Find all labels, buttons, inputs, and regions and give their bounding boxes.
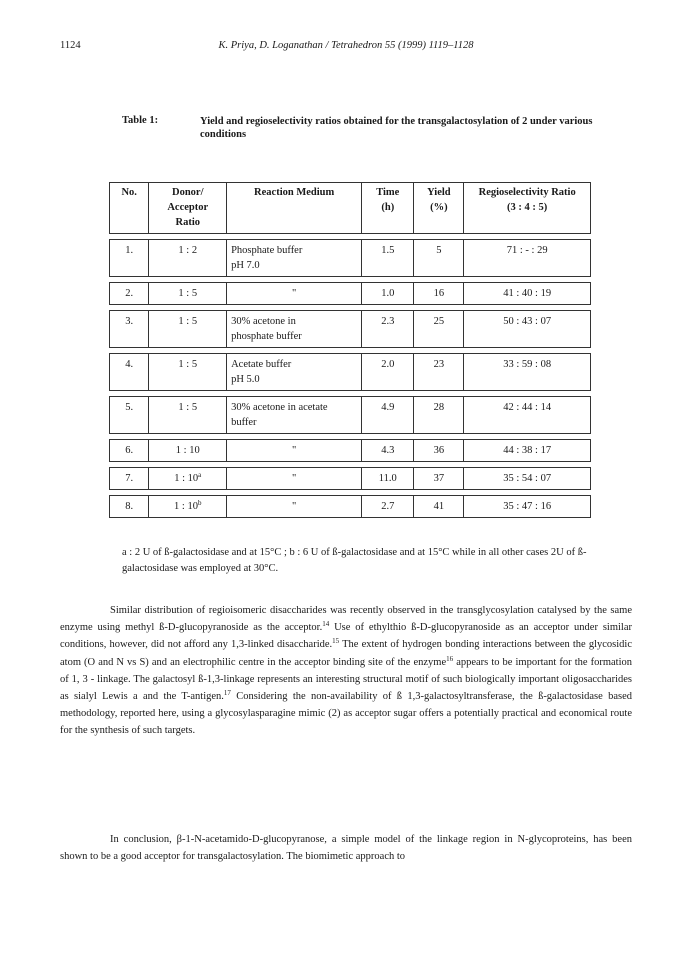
header-ratio-line3: Ratio xyxy=(175,217,200,228)
paragraph-text: In conclusion, β-1-N-acetamido-D-glucopyranose, a simple model of the linkage region in N-glycoproteins, has been shown to be a good acceptor for transgalactosylation. The biomimetic approach to xyxy=(60,834,632,863)
cell-medium-line1: Phosphate buffer xyxy=(231,245,303,256)
header-ratio-line1: Donor/ xyxy=(172,187,204,198)
cell-medium: " xyxy=(227,282,362,305)
header-time-line2: (h) xyxy=(381,202,395,213)
cell-medium-line1: Acetate buffer xyxy=(231,359,292,370)
text-run: The extent of hydrogen bonding interactions between the glycosidic atom (O and N vs S) and an electrophilic centre in the acceptor binding site of the enzyme xyxy=(60,639,633,668)
cell-yield: 28 xyxy=(414,396,464,434)
cell-regio: 33 : 59 : 08 xyxy=(464,353,591,391)
text-run: Use of ethylthio ß-D-glucopyranoside as an acceptor under similar conditions, however, did not afford any 1,3-linked disaccharide. xyxy=(60,622,632,651)
header-regio-line1: Regioselectivity Ratio xyxy=(478,187,576,198)
cell-regio: 35 : 54 : 07 xyxy=(464,467,591,490)
cell-regio: 42 : 44 : 14 xyxy=(464,396,591,434)
page-number: 1124 xyxy=(60,40,81,51)
cell-ratio xyxy=(149,467,227,490)
cell-yield: 36 xyxy=(414,439,464,462)
header-ratio-line2: Acceptor xyxy=(167,202,209,213)
running-head: K. Priya, D. Loganathan / Tetrahedron 55 (1999) 1119–1128 xyxy=(218,40,474,51)
cell-regio: 44 : 38 : 17 xyxy=(464,439,591,462)
body-paragraph-2 xyxy=(60,831,632,865)
cell-regio: 71 : - : 29 xyxy=(464,239,591,277)
header-medium xyxy=(227,182,362,234)
cell-ratio: 1 : 5 xyxy=(149,310,227,348)
header-yield xyxy=(414,182,464,234)
table-row xyxy=(109,495,591,518)
cell-medium: " xyxy=(227,439,362,462)
cell-medium-line2: buffer xyxy=(231,417,257,428)
cell-ratio: 1 : 5 xyxy=(149,353,227,391)
text-run: Similar distribution of regioisomeric disaccharides was recently observed in the transglycosylation catalysed by the same enzyme using methyl ß-D-glucopyranoside as the acceptor. xyxy=(60,605,632,634)
cell-medium-line2: pH 5.0 xyxy=(231,374,260,385)
cell-time: 1.0 xyxy=(362,282,414,305)
cell-yield: 41 xyxy=(414,495,464,518)
cell-yield: 23 xyxy=(414,353,464,391)
cell-ratio: 1 : 2 xyxy=(149,239,227,277)
header-yield-line2: (%) xyxy=(430,202,448,213)
header-medium-label: Reaction Medium xyxy=(254,187,335,198)
results-table xyxy=(109,177,591,523)
cell-no: 3. xyxy=(109,310,149,348)
paragraph-text xyxy=(60,602,632,740)
cell-time: 4.3 xyxy=(362,439,414,462)
citation-15: 15 xyxy=(332,637,340,646)
text-run: Considering the non-availability of ß 1,3-galactosyltransferase, the ß-galactosidase based methodology, reported here, using a glycosylasparagine mimic (2) as acceptor sugar offers a potentially practical and economical route for the synthesis of such targets. xyxy=(60,691,632,737)
footnote-marker-b: b xyxy=(197,499,202,507)
cell-yield: 25 xyxy=(414,310,464,348)
cell-time: 2.0 xyxy=(362,353,414,391)
table-row xyxy=(109,439,591,462)
cell-ratio-value: 1 : 10 xyxy=(174,501,198,512)
cell-time: 1.5 xyxy=(362,239,414,277)
cell-medium: " xyxy=(227,495,362,518)
table-row xyxy=(109,282,591,305)
page-header xyxy=(60,40,632,56)
table-row xyxy=(109,467,591,490)
cell-medium-line2: pH 7.0 xyxy=(231,260,260,271)
header-regio-line2: (3 : 4 : 5) xyxy=(507,202,548,213)
cell-medium: " xyxy=(227,467,362,490)
table-row xyxy=(109,396,591,434)
cell-medium xyxy=(227,310,362,348)
table-row xyxy=(109,310,591,348)
cell-time: 2.7 xyxy=(362,495,414,518)
cell-ratio-value: 1 : 10 xyxy=(174,473,199,484)
table-footnote: a : 2 U of ß-galactosidase and at 15°C ; b : 6 U of ß-galactosidase and at 15°C while in all other cases 2U of ß-galactosidase was employed at 30°C. xyxy=(122,547,587,574)
cell-medium-line1: 30% acetone in acetate xyxy=(231,402,328,413)
cell-no: 6. xyxy=(109,439,149,462)
cell-ratio: 1 : 5 xyxy=(149,396,227,434)
cell-no: 5. xyxy=(109,396,149,434)
cell-time: 2.3 xyxy=(362,310,414,348)
cell-medium xyxy=(227,396,362,434)
footnote-marker-a: a xyxy=(198,471,202,479)
header-time xyxy=(362,182,414,234)
cell-no: 2. xyxy=(109,282,149,305)
cell-ratio: 1 : 10 xyxy=(149,439,227,462)
header-no-label: No. xyxy=(121,187,137,198)
header-regio xyxy=(464,182,591,234)
table-row xyxy=(109,239,591,277)
header-ratio xyxy=(149,182,227,234)
cell-regio: 50 : 43 : 07 xyxy=(464,310,591,348)
text-run: appears to be important for the formation of 1, 3 - linkage. The galactosyl ß-1,3-linkage represents an interesting structural motif of such biologically important oligosaccharides as sialyl Lewis a and the T-antigen. xyxy=(60,656,632,703)
header-yield-line1: Yield xyxy=(427,187,451,198)
cell-medium xyxy=(227,353,362,391)
cell-time: 11.0 xyxy=(362,467,414,490)
cell-medium xyxy=(227,239,362,277)
table-label: Table 1: xyxy=(122,115,159,126)
citation-16: 16 xyxy=(446,654,454,663)
header-no xyxy=(109,182,149,234)
citation-14: 14 xyxy=(322,620,330,629)
body-paragraph-1 xyxy=(60,602,632,740)
table-header-row xyxy=(109,182,591,234)
citation-17: 17 xyxy=(223,689,231,698)
cell-yield: 16 xyxy=(414,282,464,305)
cell-yield: 5 xyxy=(414,239,464,277)
cell-regio: 41 : 40 : 19 xyxy=(464,282,591,305)
cell-no: 4. xyxy=(109,353,149,391)
cell-no: 7. xyxy=(109,467,149,490)
cell-yield: 37 xyxy=(414,467,464,490)
cell-medium-line1: 30% acetone in xyxy=(231,316,296,327)
header-time-line1: Time xyxy=(376,187,400,198)
cell-medium-line2: phosphate buffer xyxy=(231,331,302,342)
cell-no: 1. xyxy=(109,239,149,277)
cell-ratio xyxy=(149,495,227,518)
cell-ratio: 1 : 5 xyxy=(149,282,227,305)
table-row xyxy=(109,353,591,391)
cell-no: 8. xyxy=(109,495,149,518)
cell-time: 4.9 xyxy=(362,396,414,434)
table-caption-text: Yield and regioselectivity ratios obtained for the transgalactosylation of 2 under various conditions xyxy=(200,116,593,140)
cell-regio: 35 : 47 : 16 xyxy=(464,495,591,518)
